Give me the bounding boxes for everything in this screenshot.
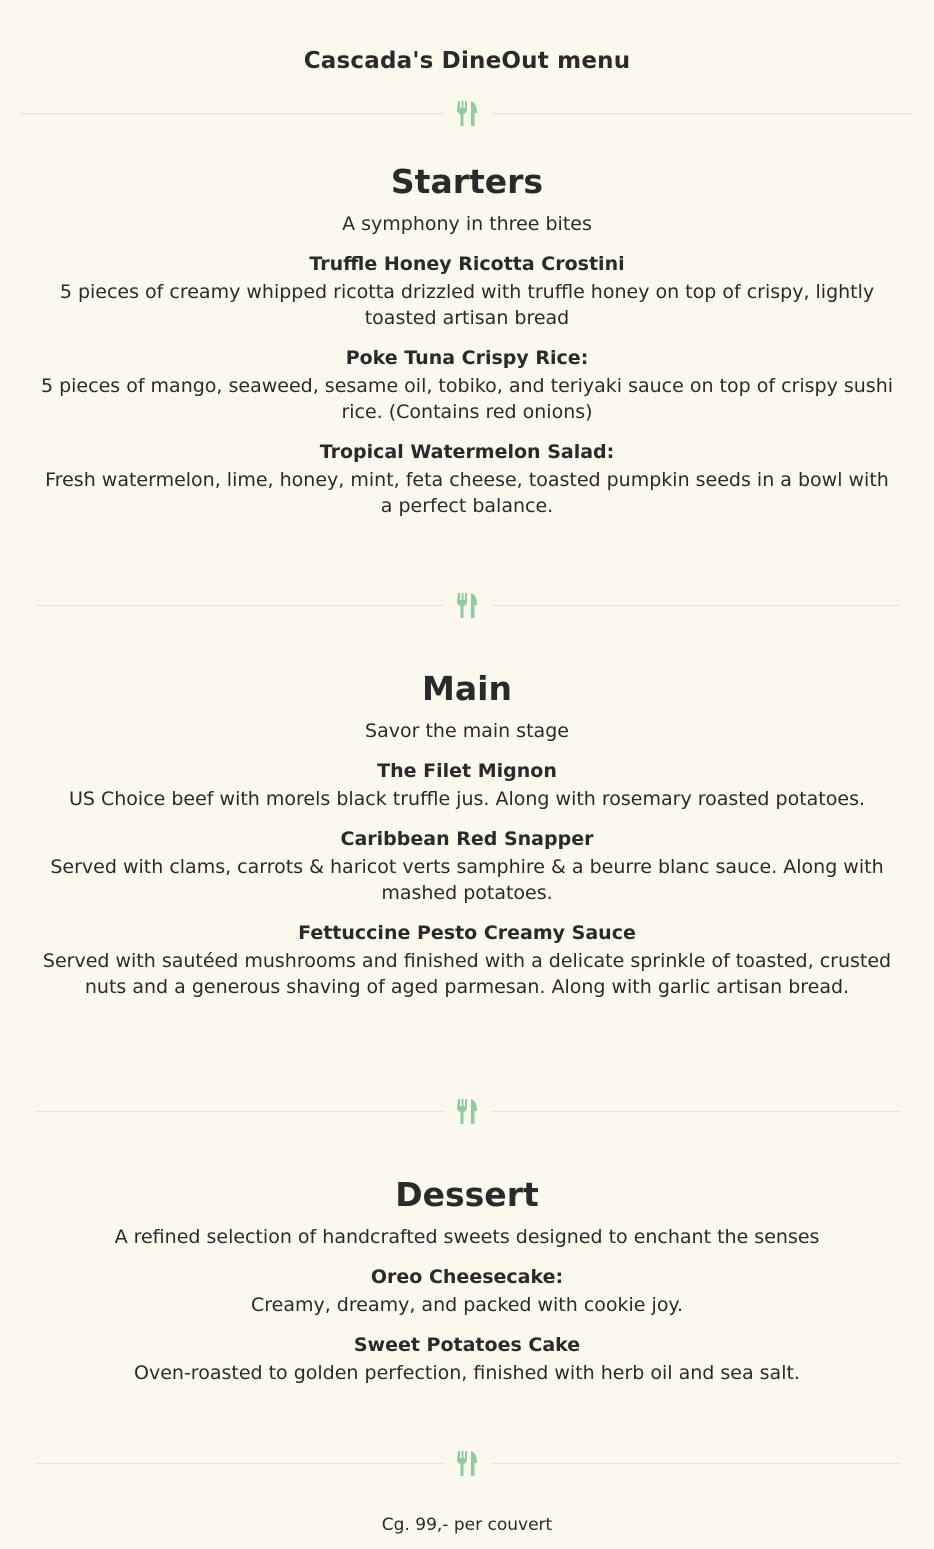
menu-item <box>0 920 934 1000</box>
divider-line-left <box>36 1111 444 1112</box>
menu-item <box>0 439 934 519</box>
section-subtitle: A refined selection of handcrafted sweets designed to enchant the senses <box>114 1226 820 1248</box>
divider <box>36 1449 900 1479</box>
divider-line-right <box>492 1111 900 1112</box>
menu-item <box>0 251 934 331</box>
divider <box>36 591 900 621</box>
item-description: Served with clams, carrots & haricot verts samphire & a beurre blanc sauce. Along with mashed potatoes. <box>50 856 884 904</box>
item-name: Oreo Cheesecake: <box>370 1266 564 1288</box>
section-starters <box>0 162 934 519</box>
page-title: Cascada's DineOut menu <box>303 48 631 74</box>
section-dessert <box>0 1175 934 1386</box>
item-name: Fettuccine Pesto Creamy Sauce <box>298 922 636 944</box>
item-name: Sweet Potatoes Cake <box>353 1334 581 1356</box>
item-description: Creamy, dreamy, and packed with cookie joy. <box>250 1294 684 1316</box>
item-name: Caribbean Red Snapper <box>340 828 594 850</box>
item-name: Tropical Watermelon Salad: <box>319 441 615 463</box>
item-description: Fresh watermelon, lime, honey, mint, feta cheese, toasted pumpkin seeds in a bowl with a perfect balance. <box>45 469 889 517</box>
section-title: Starters <box>390 162 544 201</box>
divider <box>36 1097 900 1127</box>
divider-line-right <box>492 113 914 114</box>
item-description: Oven-roasted to golden perfection, finished with herb oil and sea salt. <box>134 1362 800 1384</box>
section-title: Dessert <box>395 1175 539 1214</box>
divider-line-left <box>20 113 444 114</box>
price-footer: Cg. 99,- per couvert <box>381 1515 553 1535</box>
item-description: US Choice beef with morels black truffle jus. Along with rosemary roasted potatoes. <box>68 788 866 810</box>
menu-item <box>0 345 934 425</box>
item-description: 5 pieces of creamy whipped ricotta drizzled with truffle honey on top of crispy, lightly toasted artisan bread <box>59 281 875 329</box>
divider-line-left <box>36 1463 444 1464</box>
fork-knife-icon <box>456 1449 480 1477</box>
section-title: Main <box>422 669 512 708</box>
fork-knife-icon <box>456 591 480 619</box>
fork-knife-icon <box>456 1097 480 1125</box>
divider-line-right <box>492 605 900 606</box>
item-description: 5 pieces of mango, seaweed, sesame oil, tobiko, and teriyaki sauce on top of crispy sushi rice. (Contains red onions) <box>40 375 894 423</box>
menu-item <box>0 758 934 812</box>
section-main <box>0 669 934 1000</box>
item-name: Poke Tuna Crispy Rice: <box>345 347 589 369</box>
item-name: Truffle Honey Ricotta Crostini <box>309 253 625 275</box>
divider-line-right <box>492 1463 900 1464</box>
item-description: Served with sautéed mushrooms and finished with a delicate sprinkle of toasted, crusted nuts and a generous shaving of aged parmesan. Along with garlic artisan bread. <box>42 950 892 998</box>
fork-knife-icon <box>456 99 480 127</box>
item-name: The Filet Mignon <box>377 760 557 782</box>
menu-item <box>0 826 934 906</box>
menu-item <box>0 1264 934 1318</box>
menu-item <box>0 1332 934 1386</box>
section-subtitle: A symphony in three bites <box>342 213 592 235</box>
divider <box>20 99 914 129</box>
divider-line-left <box>36 605 444 606</box>
section-subtitle: Savor the main stage <box>365 720 569 742</box>
